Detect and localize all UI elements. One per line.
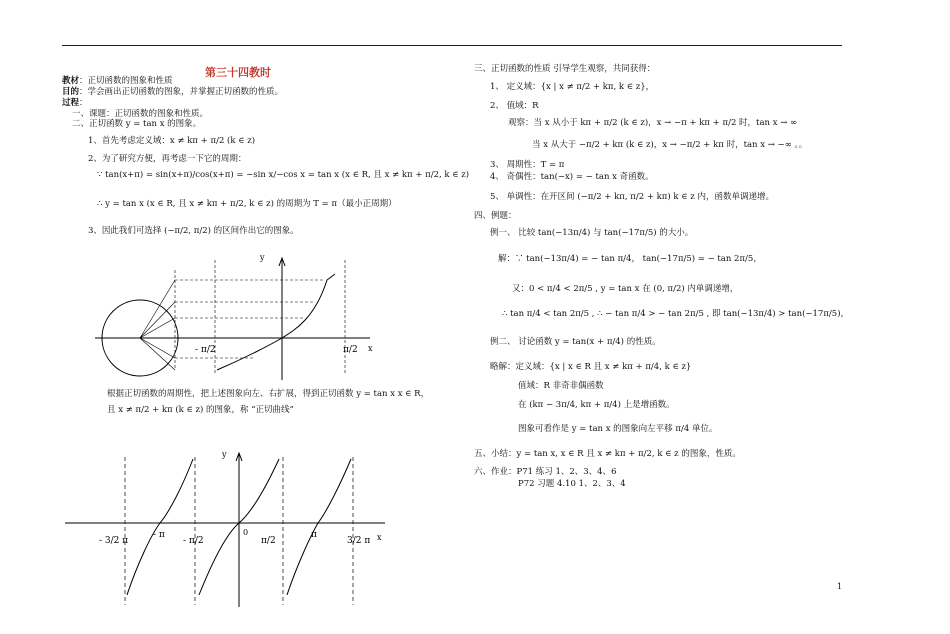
graph1-x-label: x bbox=[368, 344, 373, 353]
right-line-1: 三、正切函数的性质 引导学生观察，共同获得： bbox=[474, 64, 656, 74]
graph1-y-label: y bbox=[260, 253, 265, 262]
guocheng-line bbox=[62, 98, 88, 109]
right-line-13: ∴ tan π/4 < tan 2π/5 , ∴ − tan π/4 > − tan 2π/5 , 即 tan(−13π/4) > tan(−17π/5)， bbox=[502, 309, 850, 319]
left-line-5: ∵ tan(x+π) = sin(x+π)/cos(x+π) = −sin x/−cos x = tan x (x ∈ R, 且 x ≠ kπ + π/2, k ∈ z) bbox=[97, 170, 470, 180]
left-line-8: 根据正切函数的周期性，把上述图象向左、右扩展，得到正切函数 y = tan x x ∈ R， bbox=[107, 389, 430, 399]
tan-construction-graph bbox=[95, 240, 395, 380]
mudi-line bbox=[62, 87, 283, 98]
projection-lines bbox=[175, 260, 345, 375]
right-line-18: 图象可看作是 y = tan x 的图象向左平移 π/4 单位。 bbox=[518, 424, 718, 434]
tangent-curve-graph bbox=[65, 445, 395, 610]
right-line-7: 4、 奇偶性：tan(−x) = − tan x 奇函数。 bbox=[490, 172, 654, 182]
guocheng-text: ： bbox=[79, 98, 88, 108]
mudi-label: 目的 bbox=[62, 87, 80, 97]
graph1-pos-tick: π/2 bbox=[343, 345, 358, 355]
right-line-6: 3、 周期性：T = π bbox=[490, 160, 565, 170]
jiaocai-text: ：正切函数的图象和性质 bbox=[79, 76, 173, 86]
page-title: 第三十四教时 bbox=[205, 66, 271, 79]
graph2-tick-pi-2: π/2 bbox=[261, 536, 276, 546]
right-line-3: 2、 值域：R bbox=[490, 101, 539, 111]
graph2-tick-neg-3pi-2: - 3/2 π bbox=[99, 536, 129, 546]
left-line-7: 3、因此我们可选择 (−π/2, π/2) 的区间作出它的图象。 bbox=[88, 226, 299, 236]
graph2-x-label: x bbox=[377, 533, 382, 542]
mudi-text: ：学会画出正切函数的图象，并掌握正切函数的性质。 bbox=[79, 87, 284, 97]
right-line-15: 略解：定义域：{x | x ∈ R 且 x ≠ kπ + π/4, k ∈ z} bbox=[490, 362, 692, 372]
right-line-16: 值域：R 非奇非偶函数 bbox=[518, 381, 604, 391]
right-line-12: 又：0 < π/4 < 2π/5 , y = tan x 在 (0, π/2) 内单调递增， bbox=[512, 284, 739, 294]
left-line-6: ∴ y = tan x (x ∈ R, 且 x ≠ kπ + π/2, k ∈ z) 的周期为 T = π（最小正周期） bbox=[97, 199, 397, 209]
right-line-14: 例二、 讨论函数 y = tan(x + π/4) 的性质。 bbox=[490, 337, 661, 347]
tan-curve-1 bbox=[217, 274, 335, 370]
graph2-tick-neg-pi: - π bbox=[153, 530, 165, 540]
graph1-neg-tick: - π/2 bbox=[195, 345, 216, 355]
left-line-3: 1、首先考虑定义域：x ≠ kπ + π/2 (k ∈ z) bbox=[88, 136, 256, 146]
right-line-2: 1、 定义域：{x | x ≠ π/2 + kπ, k ∈ z}， bbox=[490, 82, 655, 92]
radius-lines bbox=[140, 280, 175, 370]
jiaocai-line bbox=[62, 76, 173, 87]
right-line-10: 例一、 比较 tan(−13π/4) 与 tan(−17π/5) 的大小。 bbox=[490, 228, 694, 238]
left-line-9: 且 x ≠ π/2 + kπ (k ∈ z) 的图象，称 “正切曲线” bbox=[107, 405, 294, 415]
right-line-17: 在 (kπ − 3π/4, kπ + π/4) 上是增函数。 bbox=[518, 400, 675, 410]
right-line-20: 六、作业：P71 练习 1、2、3、4、6 bbox=[474, 467, 617, 477]
page-number: 1 bbox=[837, 582, 843, 591]
right-line-19: 五、小结：y = tan x, x ∈ R 且 x ≠ kπ + π/2, k ∈ z 的图象，性质。 bbox=[474, 449, 741, 459]
jiaocai-label: 教材 bbox=[62, 76, 80, 86]
left-line-2: 二、正切函数 y = tan x 的图象。 bbox=[72, 119, 202, 129]
graph2-tick-neg-pi-2: - π/2 bbox=[183, 536, 204, 546]
guocheng-label: 过程 bbox=[62, 98, 80, 108]
right-line-9: 四、例题： bbox=[474, 211, 517, 221]
graph2-zero: 0 bbox=[243, 528, 249, 537]
graph2-tick-3pi-2: 3/2 π bbox=[347, 536, 371, 546]
right-line-4: 观察：当 x 从小于 kπ + π/2 (k ∈ z)，x → −π + kπ + π/2 时，tan x → ∞ bbox=[508, 118, 798, 128]
graph2-tick-pi: π bbox=[311, 530, 317, 540]
top-rule bbox=[62, 45, 842, 46]
graph2-y-label: y bbox=[222, 450, 227, 459]
left-line-1: 一、课题：正切函数的图象和性质。 bbox=[72, 109, 209, 119]
right-line-11: 解：∵ tan(−13π/4) = − tan π/4， tan(−17π/5) = − tan 2π/5， bbox=[498, 254, 762, 264]
right-line-21: P72 习题 4.10 1、2、3、4 bbox=[518, 479, 626, 489]
left-line-4: 2、为了研究方便，再考虑一下它的周期： bbox=[88, 154, 247, 164]
right-line-8: 5、 单调性：在开区间 (−π/2 + kπ, π/2 + kπ) k ∈ z 内，函数单调递增。 bbox=[490, 192, 774, 202]
right-line-5: 当 x 从大于 −π/2 + kπ (k ∈ z)，x → −π/2 + kπ 时，tan x → −∞ 。。 bbox=[532, 140, 808, 150]
